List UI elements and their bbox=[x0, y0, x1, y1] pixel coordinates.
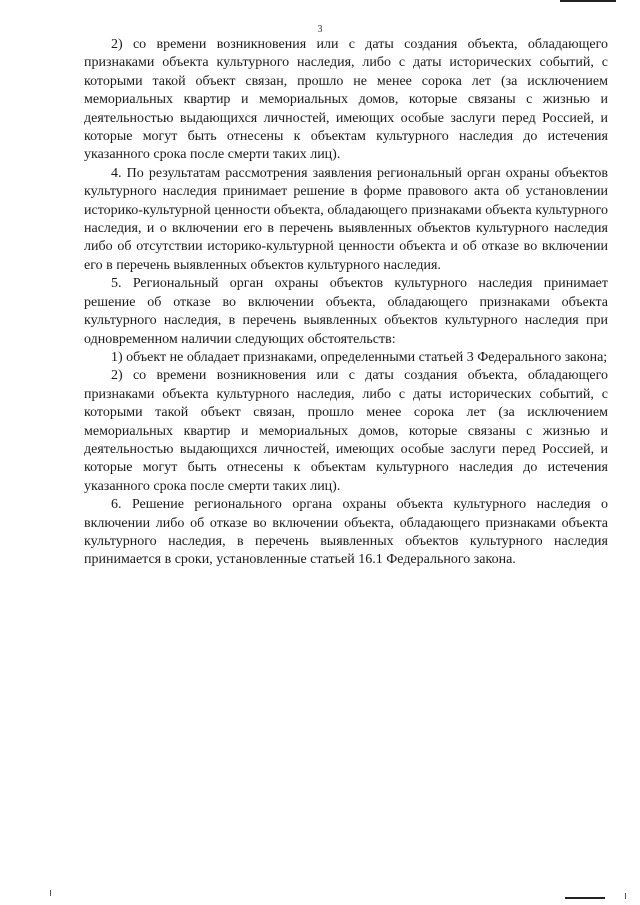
paragraph-condition-2-first: 2) со времени возникновения или с даты создания объекта, обладающего признаками объекта культурного наследия, либо с даты исторических событий, с которыми такой объект связан, прошло не менее сорока лет (за исключением мемориальных квартир и мемориальных домов, которые связаны с жизнью и деятельностью выдающихся личностей, имеющих особые заслуги перед Россией, и которые могут быть отнесены к объектам культурного наследия до истечения указанного срока после смерти таких лиц). bbox=[84, 37, 608, 163]
scan-mark-bottom-right bbox=[565, 897, 605, 899]
paragraph-condition-1: 1) объект не обладает признаками, определенными статьей 3 Федерального закона; bbox=[111, 349, 608, 365]
paragraph-item-5: 5. Региональный орган охраны объектов культурного наследия принимает решение об отказе во включении объекта, обладающего признаками объекта культурного наследия, в перечень выявленных объектов культурного наследия при одновременном наличии следующих обстоятельств: bbox=[84, 276, 608, 347]
scan-dot-bottom-right bbox=[625, 893, 626, 899]
scan-dot-bottom-left bbox=[50, 890, 51, 896]
document-body bbox=[84, 36, 608, 570]
paragraph-item-6: 6. Решение регионального органа охраны объекта культурного наследия о включении либо об отказе во включении объекта, обладающего признаками объекта культурного наследия, в перечень выявленных объектов культурного наследия принимается в сроки, установленные статьей 16.1 Федерального закона. bbox=[84, 497, 608, 568]
paragraph-condition-2: 2) со времени возникновения или с даты создания объекта, обладающего признаками объекта культурного наследия, либо с даты исторических событий, с которыми такой объект связан, прошло менее сорока лет (за исключением мемориальных квартир и мемориальных домов, которые связаны с жизнью и деятельностью выдающихся личностей, имеющих особые заслуги перед Россией, и которые могут быть отнесены к объектам культурного наследия до истечения указанного срока после смерти таких лиц). bbox=[84, 368, 608, 494]
scan-mark-top-right bbox=[560, 0, 616, 2]
page-number: 3 bbox=[317, 24, 323, 35]
paragraph-item-4: 4. По результатам рассмотрения заявления региональный орган охраны объектов культурного наследия принимает решение в форме правового акта об установлении историко-культурной ценности объекта, обладающего признаками объекта культурного наследия, и о включении его в перечень выявленных объектов культурного наследия либо об отсутствии историко-культурной ценности объекта и об отказе во включении его в перечень выявленных объектов культурного наследия. bbox=[84, 165, 608, 273]
